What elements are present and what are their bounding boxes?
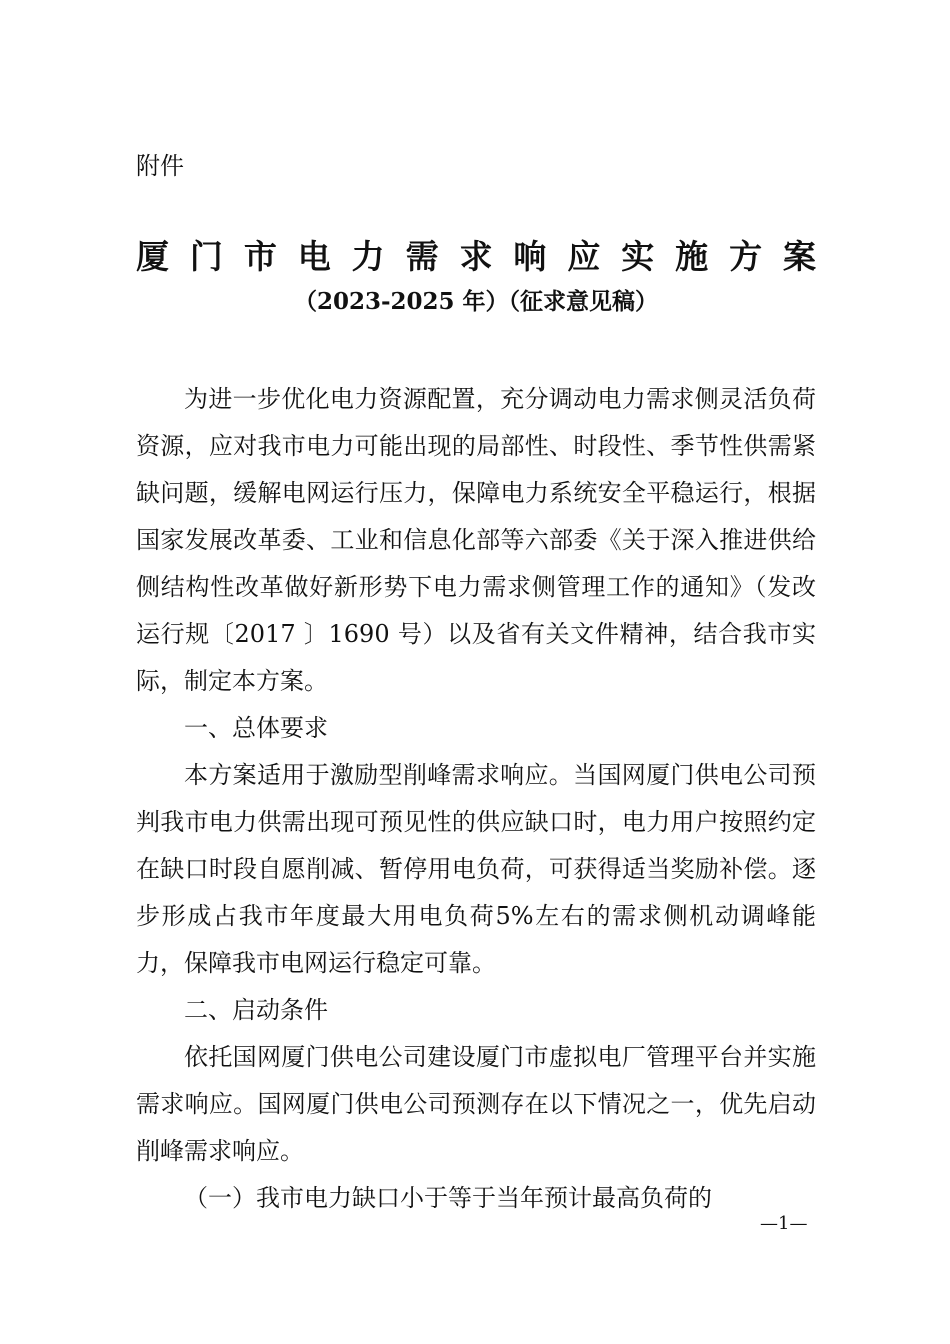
document-subtitle: （2023-2025 年）（征求意见稿） [293, 288, 659, 315]
condition-item-1: （一）我市电力缺口小于等于当年预计最高负荷的 [184, 1184, 712, 1212]
section-heading-start-conditions: 二、启动条件 [184, 996, 328, 1024]
page-number: —1— [760, 1213, 808, 1234]
section-heading-general-requirements: 一、总体要求 [184, 714, 328, 742]
document-title: 厦门市电力需求响应实施方案 [136, 237, 816, 276]
section-paragraph-general-requirements: 本方案适用于激励型削峰需求响应。当国网厦门供电公司预判我市电力供需出现可预见性的供应缺口时，电力用户按照约定在缺口时段自愿削减、暂停用电负荷，可获得适当奖励补偿。逐步形成占我市年度最大用电负荷5%左右的需求侧机动调峰能力，保障我市电网运行稳定可靠。 [136, 761, 816, 977]
attachment-label: 附件 [136, 152, 184, 180]
document-body [136, 376, 816, 1222]
section-paragraph-start-conditions: 依托国网厦门供电公司建设厦门市虚拟电厂管理平台并实施需求响应。国网厦门供电公司预测存在以下情况之一，优先启动削峰需求响应。 [136, 1043, 816, 1165]
intro-paragraph: 为进一步优化电力资源配置，充分调动电力需求侧灵活负荷资源，应对我市电力可能出现的局部性、时段性、季节性供需紧缺问题，缓解电网运行压力，保障电力系统安全平稳运行，根据国家发展改革委、工业和信息化部等六部委《关于深入推进供给侧结构性改革做好新形势下电力需求侧管理工作的通知》（发改运行规〔2017 〕1690 号）以及省有关文件精神，结合我市实际，制定本方案。 [136, 385, 816, 695]
